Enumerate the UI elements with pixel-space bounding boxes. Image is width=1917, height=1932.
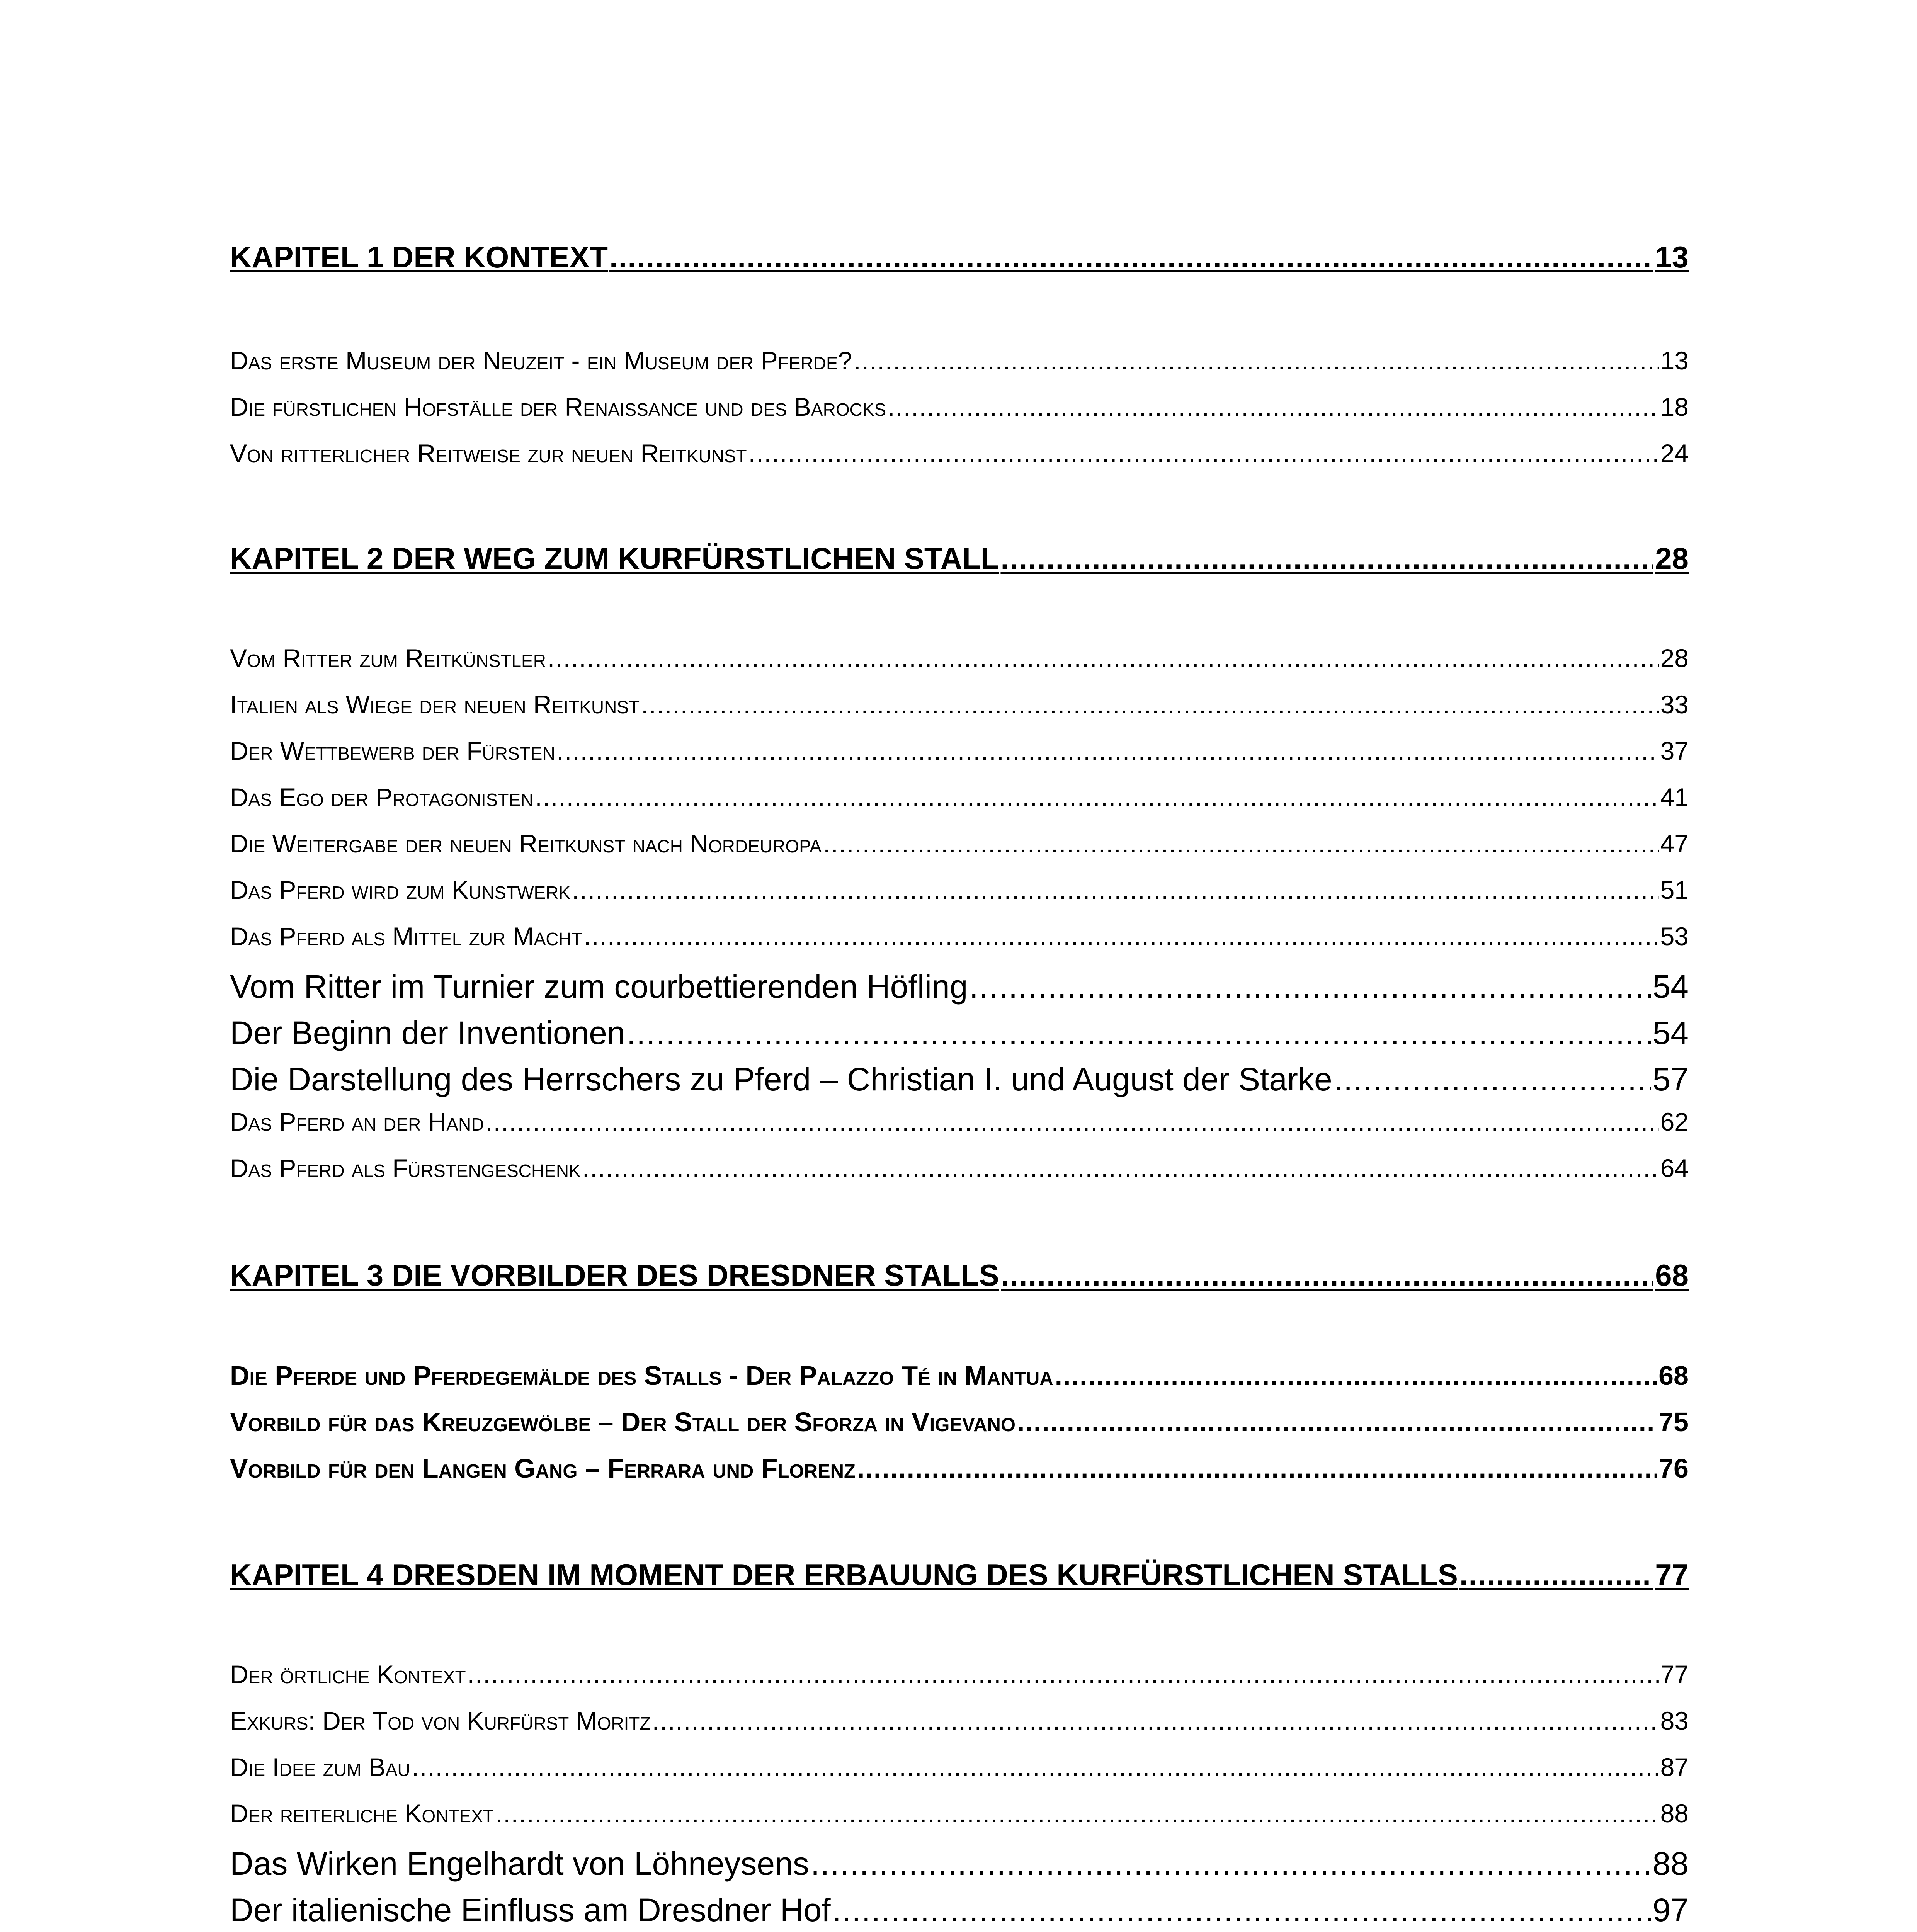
dot-leader bbox=[495, 1799, 1659, 1828]
toc-entry-page: 37 bbox=[1660, 736, 1689, 765]
toc-entry-page: 41 bbox=[1660, 783, 1689, 811]
dot-leader bbox=[1055, 1360, 1657, 1391]
toc-entry-page: 54 bbox=[1652, 968, 1689, 1005]
toc-entry-page: 33 bbox=[1660, 690, 1689, 719]
toc-entry-page: 53 bbox=[1660, 922, 1689, 951]
toc-entry-title: Von ritterlicher Reitweise zur neuen Reitkunst bbox=[230, 439, 747, 468]
toc-section-entry[interactable] bbox=[230, 690, 1689, 719]
toc-entry-page: 87 bbox=[1660, 1753, 1689, 1781]
dot-leader bbox=[854, 346, 1658, 375]
dot-leader bbox=[557, 736, 1659, 765]
toc-entry-title: KAPITEL 2 DER WEG ZUM KURFÜRSTLICHEN STALL bbox=[230, 541, 999, 575]
dot-leader bbox=[627, 1014, 1651, 1052]
toc-section-entry[interactable] bbox=[230, 1891, 1689, 1929]
toc-entry-page: 83 bbox=[1660, 1706, 1689, 1735]
toc-entry-title: Der örtliche Kontext bbox=[230, 1660, 466, 1689]
toc-section-entry[interactable] bbox=[230, 1061, 1689, 1098]
toc-entry-title: Das Pferd wird zum Kunstwerk bbox=[230, 876, 571, 904]
toc-section-entry[interactable] bbox=[230, 1799, 1689, 1828]
toc-entry-page: 68 bbox=[1658, 1361, 1689, 1391]
toc-entry-title: Exkurs: Der Tod von Kurfürst Moritz bbox=[230, 1706, 651, 1735]
toc-entry-title: Italien als Wiege der neuen Reitkunst bbox=[230, 690, 640, 719]
dot-leader bbox=[584, 922, 1659, 951]
dot-leader bbox=[485, 1107, 1658, 1136]
toc-entry-page: 51 bbox=[1660, 876, 1689, 904]
toc-entry-title: Das Pferd an der Hand bbox=[230, 1107, 484, 1136]
toc-entry-title: Die Idee zum Bau bbox=[230, 1753, 410, 1781]
toc-entry-page: 13 bbox=[1660, 346, 1689, 375]
toc-section-entry[interactable] bbox=[230, 1453, 1689, 1484]
dot-leader bbox=[811, 1845, 1651, 1883]
dot-leader bbox=[582, 1153, 1659, 1183]
toc-entry-page: 88 bbox=[1660, 1799, 1689, 1828]
toc-entry-title: Das Ego der Protagonisten bbox=[230, 783, 534, 811]
dot-leader bbox=[548, 643, 1659, 673]
toc-entry-page: 97 bbox=[1652, 1892, 1689, 1928]
toc-entry-page: 47 bbox=[1660, 829, 1689, 858]
toc-section-entry[interactable] bbox=[230, 875, 1689, 905]
toc-section-entry[interactable] bbox=[230, 829, 1689, 858]
toc-entry-page: 75 bbox=[1658, 1407, 1689, 1437]
toc-entry-title: KAPITEL 4 DRESDEN IM MOMENT DER ERBAUUNG DES KURFÜRSTLICHEN STALLS bbox=[230, 1558, 1458, 1592]
toc-chapter-entry[interactable] bbox=[230, 541, 1689, 576]
toc-chapter-entry[interactable] bbox=[230, 1557, 1689, 1592]
dot-leader bbox=[1459, 1557, 1653, 1592]
toc-entry-title: Das erste Museum der Neuzeit - ein Museum der Pferde? bbox=[230, 346, 852, 375]
toc-entry-page: 24 bbox=[1660, 439, 1689, 468]
toc-section-entry[interactable] bbox=[230, 1660, 1689, 1689]
toc-entry-page: 68 bbox=[1655, 1258, 1689, 1292]
toc-section-entry[interactable] bbox=[230, 1752, 1689, 1782]
toc-section-entry[interactable] bbox=[230, 1153, 1689, 1183]
toc-section-entry[interactable] bbox=[230, 1107, 1689, 1136]
toc-entry-page: 28 bbox=[1655, 541, 1689, 575]
dot-leader bbox=[1334, 1061, 1651, 1098]
toc-entry-page: 77 bbox=[1655, 1558, 1689, 1592]
toc-section-entry[interactable] bbox=[230, 968, 1689, 1005]
toc-entry-title: Die fürstlichen Hofställe der Renaissance und des Barocks bbox=[230, 393, 886, 421]
toc-section-entry[interactable] bbox=[230, 346, 1689, 375]
toc-entry-page: 18 bbox=[1660, 393, 1689, 421]
dot-leader bbox=[641, 690, 1658, 719]
toc-entry-title: Vorbild für den Langen Gang – Ferrara und Florenz bbox=[230, 1453, 856, 1483]
toc-section-entry[interactable] bbox=[230, 922, 1689, 951]
toc-entry-title: Die Darstellung des Herrschers zu Pferd – Christian I. und August der Starke bbox=[230, 1061, 1332, 1097]
dot-leader bbox=[652, 1706, 1659, 1735]
toc-section-entry[interactable] bbox=[230, 1706, 1689, 1735]
dot-leader bbox=[823, 829, 1659, 858]
dot-leader bbox=[535, 782, 1658, 812]
dot-leader bbox=[412, 1752, 1659, 1782]
toc-entry-page: 13 bbox=[1655, 240, 1689, 274]
toc-section-entry[interactable] bbox=[230, 1014, 1689, 1052]
toc-entry-page: 57 bbox=[1652, 1061, 1689, 1097]
toc-entry-title: Die Pferde und Pferdegemälde des Stalls - Der Palazzo Té in Mantua bbox=[230, 1361, 1053, 1391]
toc-entry-page: 64 bbox=[1660, 1154, 1689, 1182]
toc-entry-page: 28 bbox=[1660, 644, 1689, 672]
toc-entry-title: Die Weitergabe der neuen Reitkunst nach Nordeuropa bbox=[230, 829, 822, 858]
dot-leader bbox=[609, 240, 1653, 275]
toc-section-entry[interactable] bbox=[230, 1360, 1689, 1391]
toc-entry-title: Vom Ritter im Turnier zum courbettierenden Höfling bbox=[230, 968, 968, 1005]
toc-section-entry[interactable] bbox=[230, 1406, 1689, 1437]
toc-section-entry[interactable] bbox=[230, 439, 1689, 468]
toc-entry-title: Der Wettbewerb der Fürsten bbox=[230, 736, 555, 765]
toc-entry-title: Das Pferd als Fürstengeschenk bbox=[230, 1154, 581, 1182]
dot-leader bbox=[832, 1891, 1651, 1929]
toc-entry-title: KAPITEL 1 DER KONTEXT bbox=[230, 240, 608, 274]
dot-leader bbox=[857, 1453, 1657, 1484]
toc-entry-page: 77 bbox=[1660, 1660, 1689, 1689]
toc-entry-title: Das Wirken Engelhardt von Löhneysens bbox=[230, 1845, 809, 1882]
toc-entry-title: Vorbild für das Kreuzgewölbe – Der Stall der Sforza in Vigevano bbox=[230, 1407, 1015, 1437]
toc-chapter-entry[interactable] bbox=[230, 1258, 1689, 1293]
toc-entry-page: 62 bbox=[1660, 1107, 1689, 1136]
toc-entry-title: Der reiterliche Kontext bbox=[230, 1799, 494, 1828]
toc-entry-page: 54 bbox=[1652, 1015, 1689, 1051]
toc-entry-title: Das Pferd als Mittel zur Macht bbox=[230, 922, 582, 951]
dot-leader bbox=[748, 439, 1659, 468]
toc-entry-title: KAPITEL 3 DIE VORBILDER DES DRESDNER STALLS bbox=[230, 1258, 999, 1292]
toc-entry-title: Der Beginn der Inventionen bbox=[230, 1015, 625, 1051]
toc-entry-page: 88 bbox=[1652, 1845, 1689, 1882]
toc-section-entry[interactable] bbox=[230, 782, 1689, 812]
toc-entry-title: Vom Ritter zum Reitkünstler bbox=[230, 644, 546, 672]
dot-leader bbox=[468, 1660, 1659, 1689]
dot-leader bbox=[1017, 1406, 1657, 1437]
dot-leader bbox=[969, 968, 1651, 1005]
toc-section-entry[interactable] bbox=[230, 736, 1689, 765]
dot-leader bbox=[1000, 541, 1653, 576]
dot-leader bbox=[888, 392, 1658, 422]
toc-entry-title: Der italienische Einfluss am Dresdner Hof bbox=[230, 1892, 831, 1928]
toc-section-entry[interactable] bbox=[230, 1845, 1689, 1883]
toc-section-entry[interactable] bbox=[230, 392, 1689, 422]
toc-section-entry[interactable] bbox=[230, 643, 1689, 673]
dot-leader bbox=[1001, 1258, 1654, 1293]
toc-chapter-entry[interactable] bbox=[230, 240, 1689, 275]
toc-entry-page: 76 bbox=[1658, 1453, 1689, 1483]
dot-leader bbox=[572, 875, 1658, 905]
